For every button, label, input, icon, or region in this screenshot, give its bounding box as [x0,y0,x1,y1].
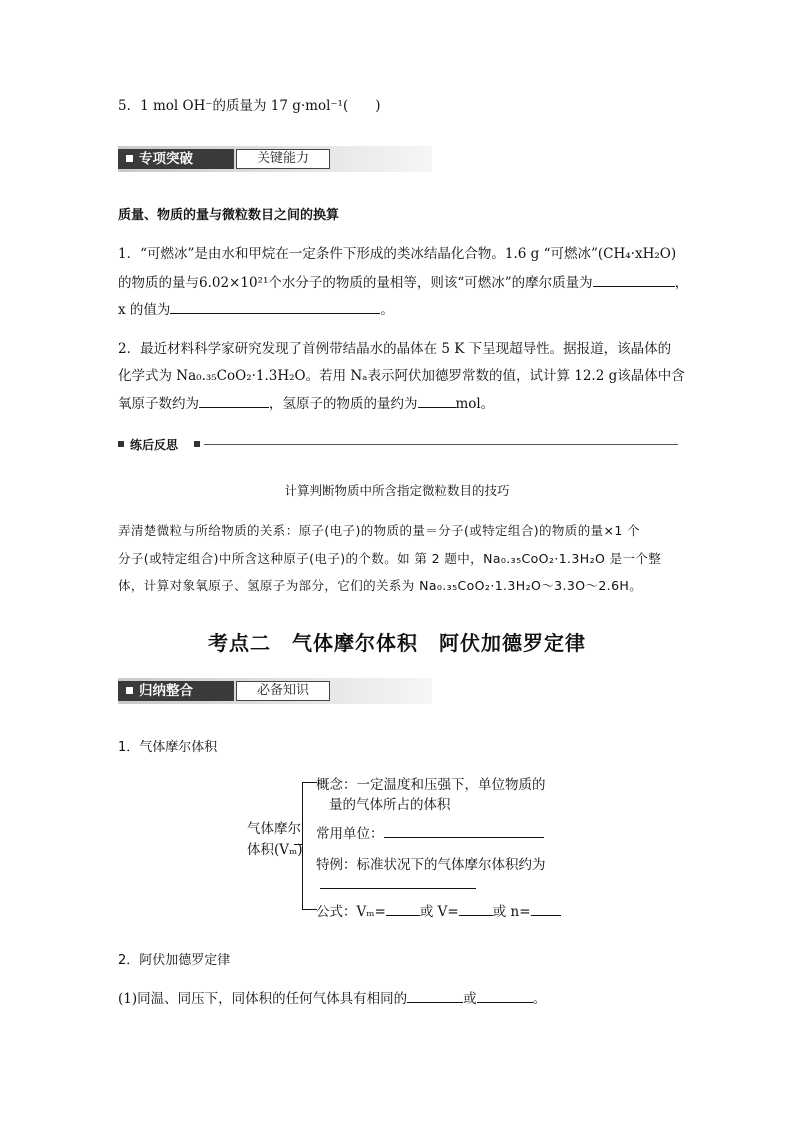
section-heading-2: 考点二 气体摩尔体积 阿伏加德罗定律 [208,631,586,655]
square-bullet-icon [118,441,124,447]
question-1-line-2: 的物质的量与6.02×10²¹个水分子的物质的量相等，则该“可燃冰”的摩尔质量为 ， [118,269,688,297]
square-bullet-icon [126,687,133,694]
diagram-formula: 公式：Vₘ= 或 V= 或 n= [316,900,561,922]
banner-light-label: 关键能力 [236,149,330,169]
square-bullet-icon [126,155,133,162]
banner-light-label: 必备知识 [236,681,330,701]
subsection-2-title: 2．阿伏加德罗定律 [118,953,231,968]
square-bullet-icon [194,441,200,447]
question-2-line-1: 2．最近材料科学家研究发现了首例带结晶水的晶体在 5 K 下呈现超导性。据报道，该晶体的 [118,341,672,357]
subsection-2-line-1: (1)同温、同压下，同体积的任何气体具有相同的 或 。 [118,985,546,1013]
question-2-line-3: 氧原子数约为 ，氢原子的物质的量约为 mol。 [118,390,494,418]
answer-blank-oxygen-atoms[interactable] [199,392,269,408]
answer-blank-molar-mass[interactable] [593,271,675,287]
subsection-1-title: 1．气体摩尔体积 [118,740,218,755]
reflection-bar [118,438,678,452]
diagram-concept-2: 量的气体所占的体积 [329,797,451,813]
banner-dark-label: 归纳整合 [118,681,234,701]
tip-line-3: 体，计算对象氧原子、氢原子为部分，它们的关系为 Na₀.₃₅CoO₂·1.3H₂O～3.3O～2.6H。 [118,578,643,593]
answer-blank-same-1[interactable] [407,987,463,1003]
answer-blank-vm-formula[interactable] [386,900,420,916]
reflection-label: 练后反思 [130,438,179,452]
section-banner-special-breakthrough [118,146,432,172]
subtitle-conversion: 质量、物质的量与微粒数目之间的换算 [118,208,340,223]
section-banner-summary [118,678,432,704]
tip-title: 计算判断物质中所含指定微粒数目的技巧 [284,483,510,498]
question-2-line-2: 化学式为 Na₀.₃₅CoO₂·1.3H₂O。若用 Nₐ表示阿伏加德罗常数的值，试计算 12.2 g该晶体中含 [118,368,685,384]
answer-blank-same-2[interactable] [477,987,533,1003]
answer-blank-hydrogen-moles[interactable] [418,392,456,408]
answer-blank-standard-volume[interactable] [320,888,476,889]
diagram-bracket-tip [294,844,302,845]
diagram-left-label-2: 体积(Vₘ) [247,842,303,858]
diagram-left-label-1: 气体摩尔 [247,821,301,837]
answer-blank-v-formula[interactable] [459,900,493,916]
answer-blank-unit[interactable] [384,822,544,838]
diagram-bracket [302,782,317,910]
answer-blank-n-formula[interactable] [531,900,561,916]
question-5: 5．1 mol OH⁻的质量为 17 g·mol⁻¹( ) [118,98,381,114]
tip-line-2: 分子(或特定组合)中所含这种原子(电子)的个数。如 第 2 题中，Na₀.₃₅CoO₂·1.3H₂O 是一个整 [118,551,662,566]
divider-line [204,444,678,445]
diagram-example: 特例：标准状况下的气体摩尔体积约为 [316,857,546,873]
question-1-line-3: x 的值为 。 [118,296,394,324]
diagram-concept-1: 概念：一定温度和压强下，单位物质的 [316,777,546,793]
banner-dark-label: 专项突破 [118,149,234,169]
answer-blank-x-value[interactable] [170,298,380,314]
tip-line-1: 弄清楚微粒与所给物质的关系：原子(电子)的物质的量＝分子(或特定组合)的物质的量×1 个 [118,523,641,538]
question-1-line-1: 1．“可燃冰”是由水和甲烷在一定条件下形成的类冰结晶化合物。1.6 g “可燃冰”(CH₄·xH₂O) [118,246,677,262]
diagram-unit: 常用单位： [316,822,544,844]
